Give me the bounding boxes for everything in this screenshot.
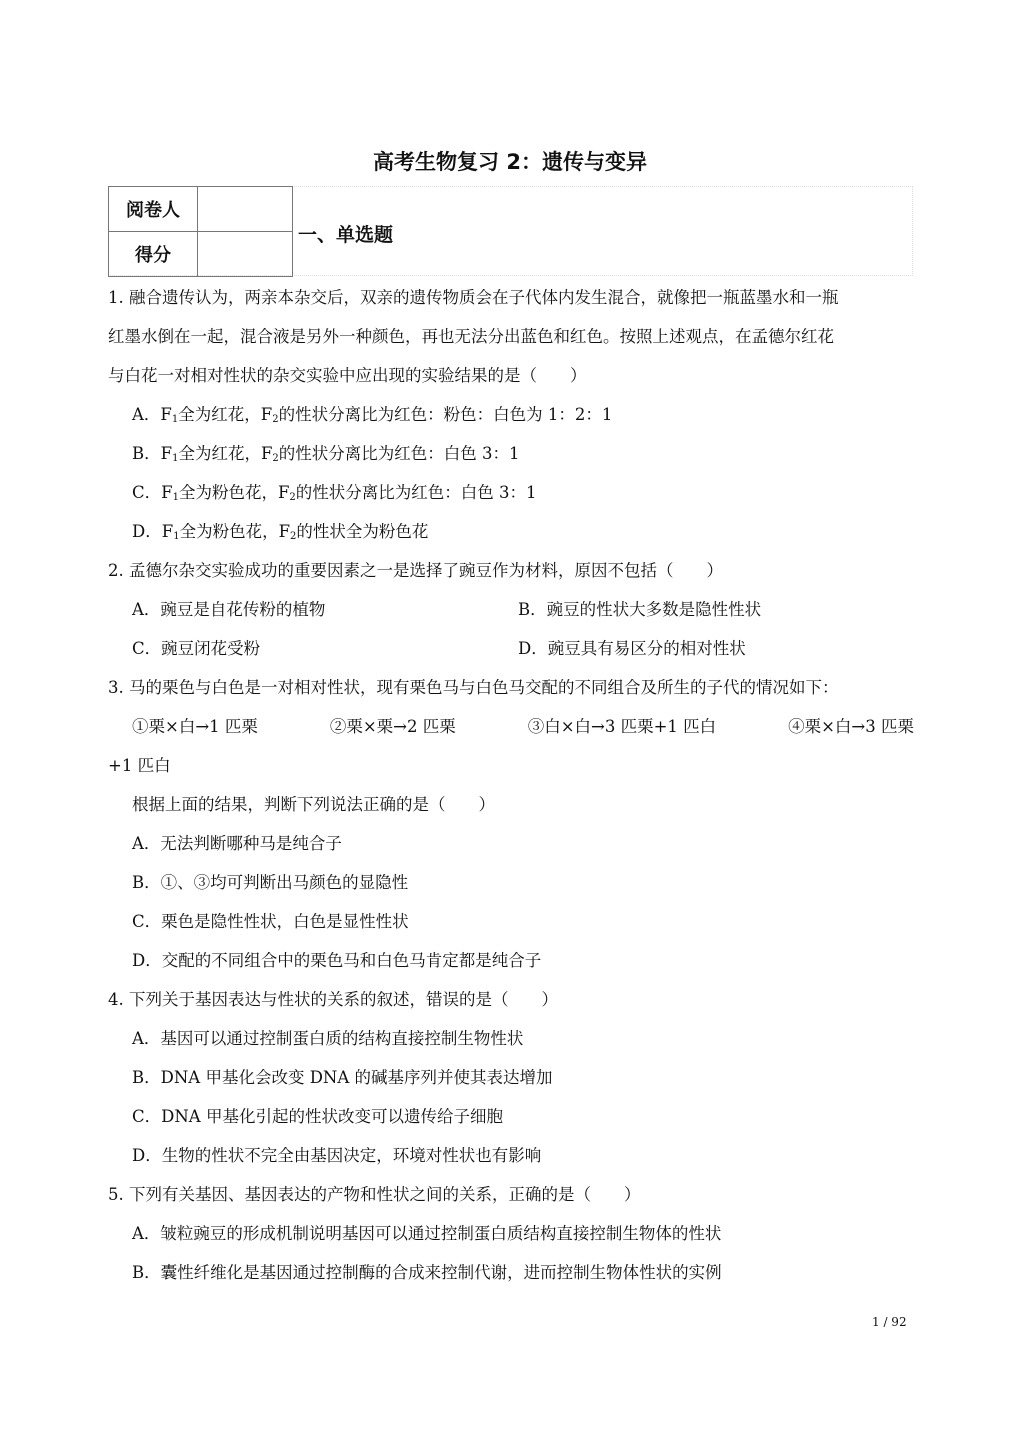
q2-options-row [108,590,914,629]
q3-question: 根据上面的结果，判断下列说法正确的是（ ） [132,795,495,814]
q5-stem: 5. 下列有关基因、基因表达的产物和性状之间的关系，正确的是（ ） [108,1185,641,1204]
q3-stem: 3. 马的栗色与白色是一对相对性状，现有栗色马与白色马交配的不同组合及所生的子代的情况如下： [108,678,839,697]
section-heading: 一、单选题 [298,224,394,246]
t: 1 [171,414,179,425]
t: 2 [289,492,296,503]
q2-option-d: D．豌豆具有易区分的相对性状 [518,639,746,658]
q2-option-b: B．豌豆的性状大多数是隐性性状 [518,600,762,619]
q3-option-a: A．无法判断哪种马是纯合子 [132,834,342,853]
cross-1: ①栗×白→1 匹栗 [132,717,258,736]
q2-stem: 2. 孟德尔杂交实验成功的重要因素之一是选择了豌豆作为材料，原因不包括（ ） [108,561,723,580]
t: 全为红花，F [178,444,273,463]
q3-crosses [108,707,914,746]
page-number: 1 / 92 [872,1315,907,1329]
q4-option-b: B．DNA 甲基化会改变 DNA 的碱基序列并使其表达增加 [132,1068,553,1087]
score-field[interactable] [198,232,293,277]
t: C．F [132,483,173,502]
t: B．F [132,444,173,463]
q1-option-b [108,434,914,473]
q4-option-a: A．基因可以通过控制蛋白质的结构直接控制生物性状 [132,1029,524,1048]
q3-option-d: D．交配的不同组合中的栗色马和白色马肯定都是纯合子 [132,951,542,970]
t: 的性状分离比为红色：粉色：白色为 1：2：1 [278,405,613,424]
q1-line: 1. 融合遗传认为，两亲本杂交后，双亲的遗传物质会在子代体内发生混合，就像把一瓶蓝墨水和一瓶 [108,288,839,307]
cross-3: ③白×白→3 匹栗+1 匹白 [527,717,717,736]
reviewer-label: 阅卷人 [109,187,198,232]
q4-option-d: D．生物的性状不完全由基因决定，环境对性状也有影响 [132,1146,542,1165]
t: 1 [173,531,180,542]
page-title: 高考生物复习 2：遗传与变异 [373,150,647,174]
score-label: 得分 [109,232,198,277]
t: 的性状分离比为红色：白色 3：1 [278,444,520,463]
q2-options-row [108,629,914,668]
t: 2 [272,453,279,464]
q1-line: 红墨水倒在一起，混合液是另外一种颜色，再也无法分出蓝色和红色。按照上述观点，在孟德尔红花 [108,327,834,346]
score-table [108,186,293,277]
t: 全为粉色花，F [178,483,290,502]
cross-4: ④栗×白→3 匹栗 [788,717,914,736]
q2-option-a: A．豌豆是自花传粉的植物 [132,600,326,619]
t: A．F [132,405,172,424]
q3-option-c: C．栗色是隐性性状，白色是显性性状 [132,912,409,931]
q2-option-c: C．豌豆闭花受粉 [132,639,261,658]
t: 1 [172,492,179,503]
q3-option-b: B．①、③均可判断出马颜色的显隐性 [132,873,409,892]
q1-option-d [108,512,914,551]
t: 的性状分离比为红色：白色 3：1 [295,483,537,502]
q3-cross-cont: +1 匹白 [108,756,171,775]
reviewer-field[interactable] [198,187,293,232]
t: 的性状全为粉色花 [296,522,429,541]
q4-stem: 4. 下列关于基因表达与性状的关系的叙述，错误的是（ ） [108,990,558,1009]
q4-option-c: C．DNA 甲基化引起的性状改变可以遗传给子细胞 [132,1107,503,1126]
t: 全为红花，F [178,405,273,424]
t: 2 [290,531,297,542]
q5-option-a: A．皱粒豌豆的形成机制说明基因可以通过控制蛋白质结构直接控制生物体的性状 [132,1224,722,1243]
q1-option-a [108,395,914,434]
t: 1 [172,453,179,464]
cross-2: ②栗×栗→2 匹栗 [329,717,456,736]
t: 全为粉色花，F [179,522,291,541]
q1-line: 与白花一对相对性状的杂交实验中应出现的实验结果的是（ ） [108,366,587,385]
questions [108,278,914,1292]
t: D．F [132,522,174,541]
q1-option-c [108,473,914,512]
q5-option-b: B．囊性纤维化是基因通过控制酶的合成来控制代谢，进而控制生物体性状的实例 [132,1263,722,1282]
t: 2 [272,414,279,425]
